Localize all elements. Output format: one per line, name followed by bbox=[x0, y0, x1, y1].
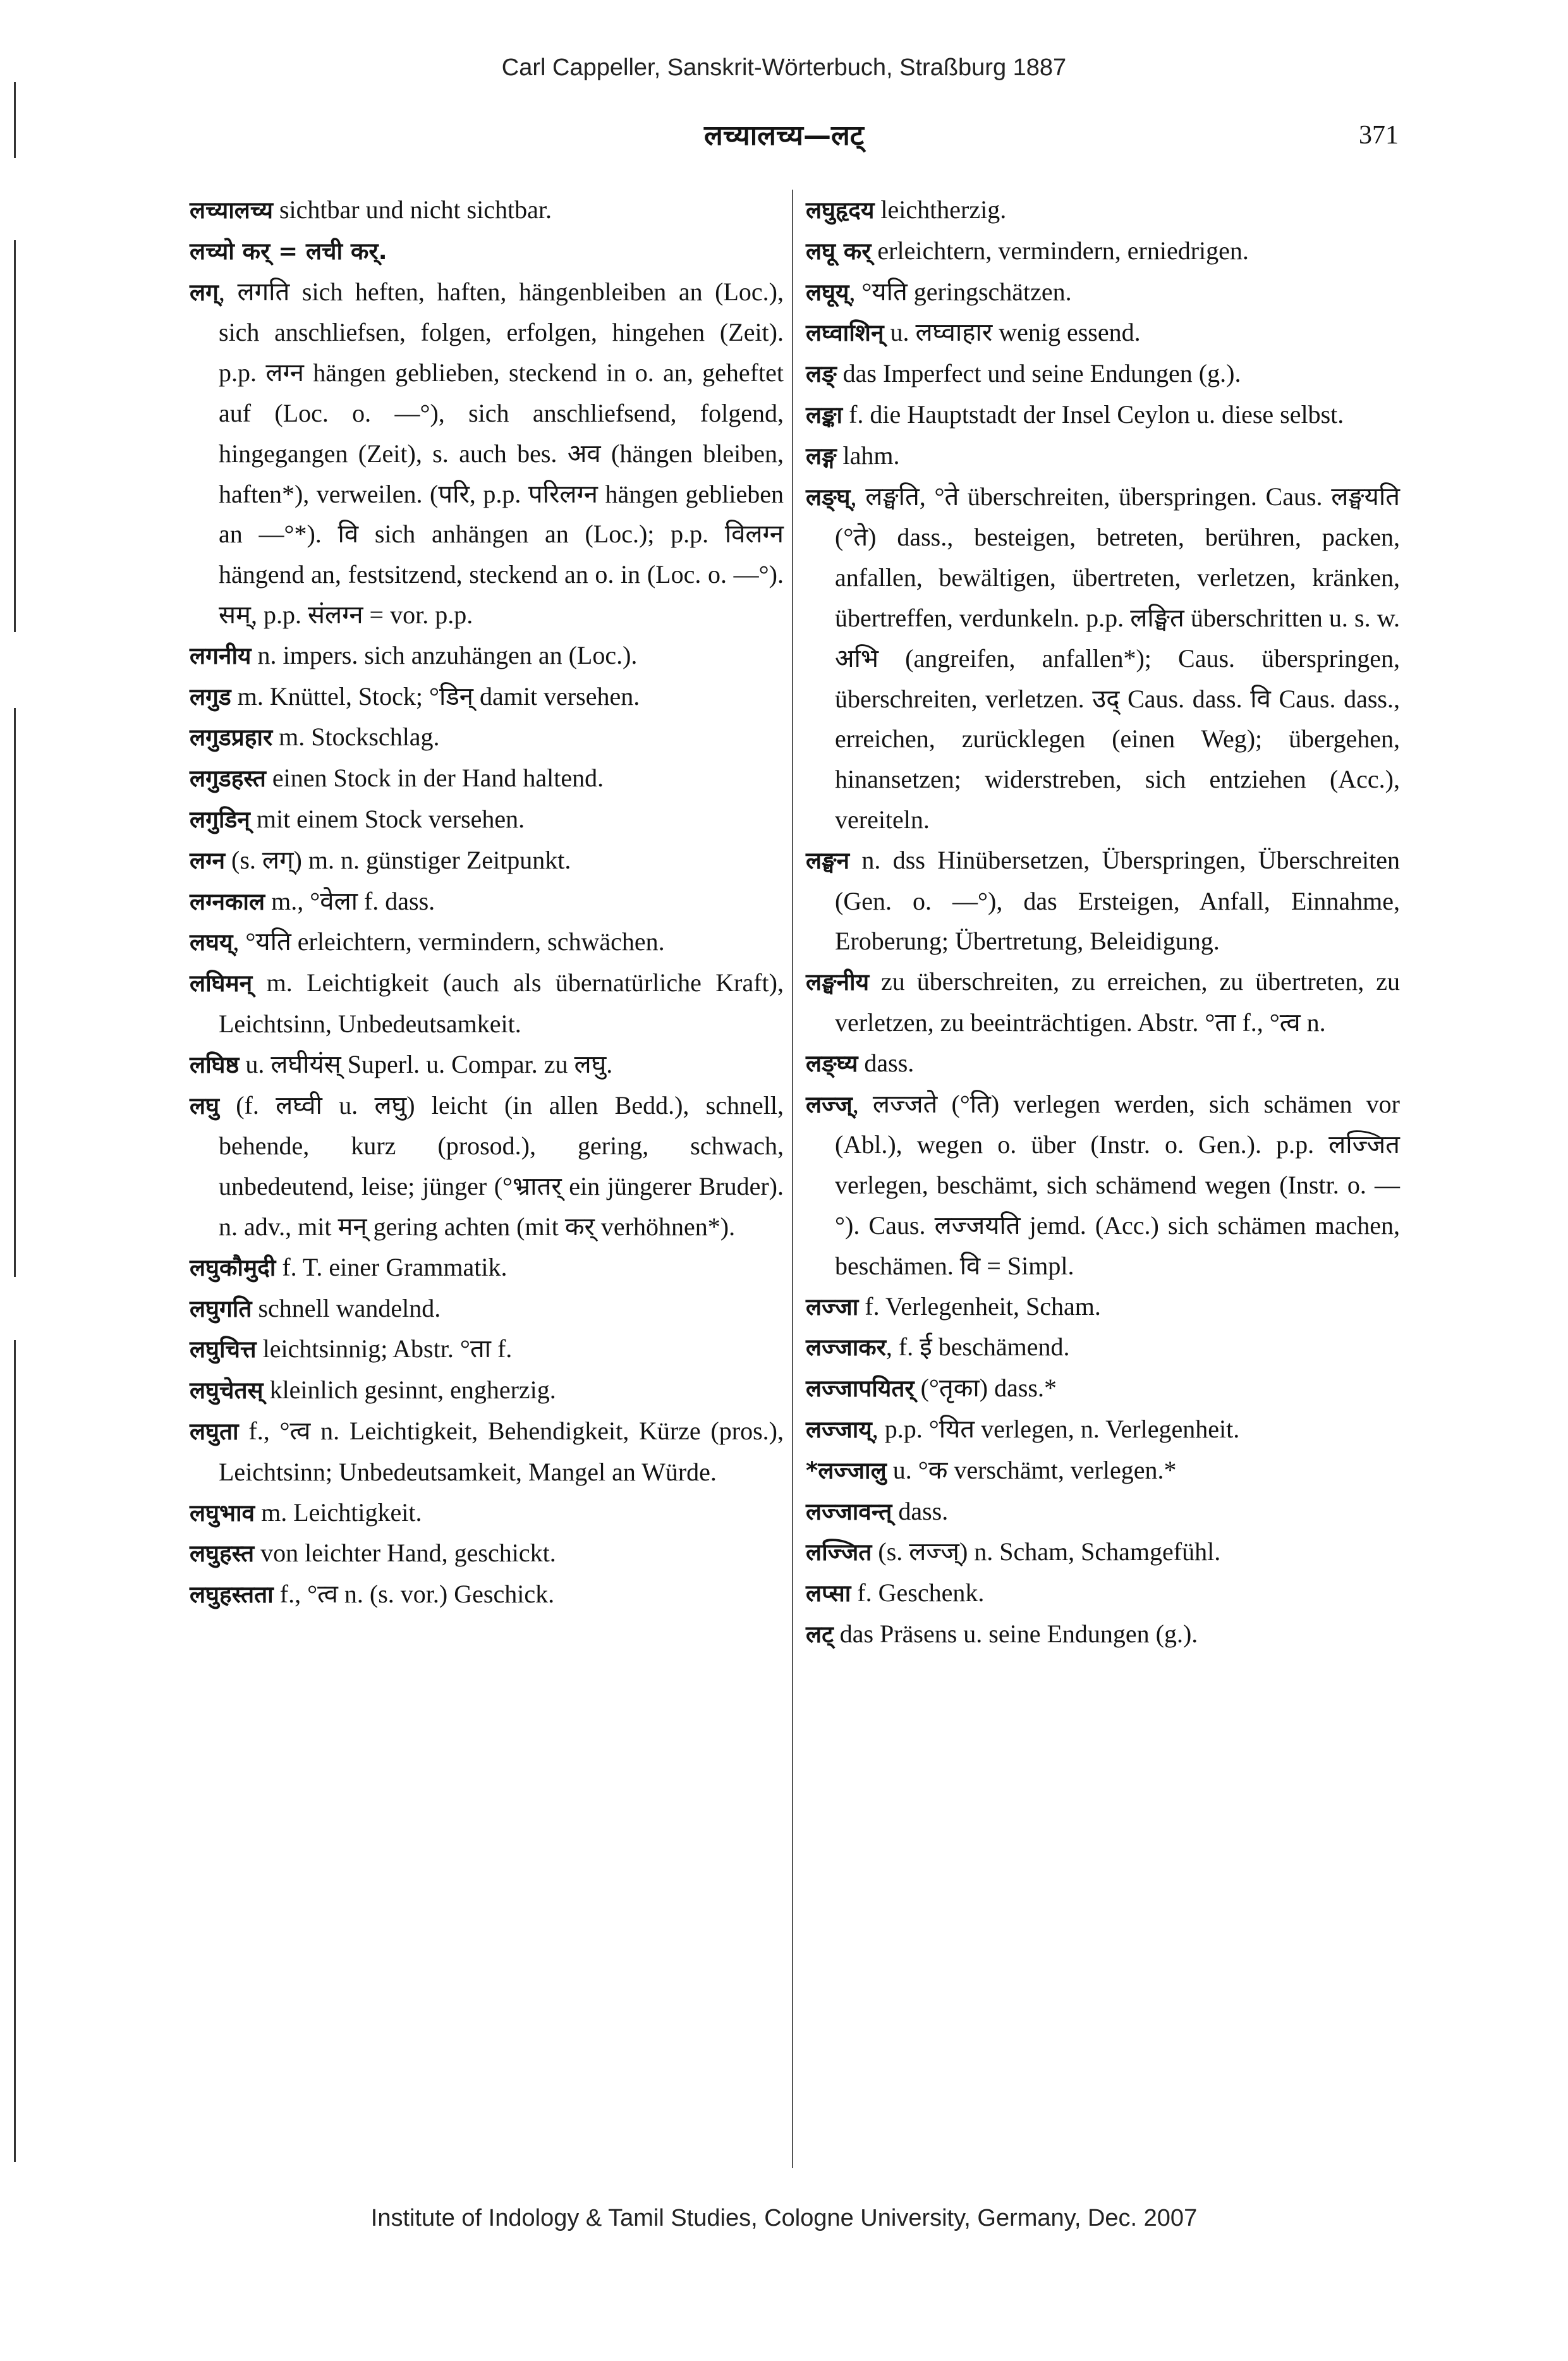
entry-headword: लगुड bbox=[190, 683, 231, 711]
dictionary-entry bbox=[806, 1450, 1400, 1491]
entry-headword: लज्जाकर bbox=[806, 1334, 886, 1362]
entry-headword: लट् bbox=[806, 1620, 834, 1648]
entry-definition: , f. ई beschämend. bbox=[885, 1333, 1070, 1362]
dictionary-entry bbox=[190, 1574, 784, 1615]
entry-headword: लगुडहस्त bbox=[190, 765, 266, 793]
entry-headword: लघुभाव bbox=[190, 1499, 255, 1527]
dictionary-entry bbox=[190, 881, 784, 922]
entry-headword: लज्जित bbox=[806, 1539, 872, 1566]
column-divider bbox=[792, 190, 793, 2168]
entry-headword: लगुडप्रहार bbox=[190, 724, 273, 752]
entry-definition: f., °त्व n. Leichtigkeit, Behendigkeit, Kürze (pros.), Leichtsinn; Unbedeutsamkeit, Mangel an Würde. bbox=[219, 1416, 784, 1486]
dictionary-entry bbox=[806, 1573, 1400, 1614]
left-column bbox=[190, 190, 784, 1615]
dictionary-entry bbox=[190, 1044, 784, 1085]
entry-definition: , °यति geringschätzen. bbox=[849, 277, 1072, 306]
margin-rule bbox=[14, 708, 16, 1277]
dictionary-entry bbox=[806, 840, 1400, 961]
entry-headword: लच्यो कर् = लची कर्. bbox=[190, 237, 387, 265]
dictionary-entry bbox=[806, 477, 1400, 840]
dictionary-entry bbox=[190, 272, 784, 635]
dictionary-entry bbox=[806, 961, 1400, 1043]
entry-headword: लघिष्ठ bbox=[190, 1051, 240, 1078]
page-number: 371 bbox=[1359, 121, 1399, 150]
entry-headword: लज्जाय् bbox=[806, 1415, 872, 1443]
entry-headword: लप्सा bbox=[806, 1580, 851, 1608]
entry-headword: लघुगति bbox=[190, 1295, 252, 1322]
entry-headword: लङ्का bbox=[806, 401, 843, 429]
entry-definition: f. die Hauptstadt der Insel Ceylon u. diese selbst. bbox=[842, 400, 1344, 429]
entry-definition: m. Stockschlag. bbox=[272, 723, 440, 752]
right-column bbox=[806, 190, 1400, 1655]
dictionary-entry bbox=[806, 1368, 1400, 1409]
entry-definition: , लङ्घति, °ते überschreiten, überspringen. Caus. लङ्घयति (°ते) dass., besteigen, betreten, berühren, packen, anfallen, bewältigen, übertreten, verletzen, kränken, übertreffen, verdunkeln. p.p. लङ्घित überschritten u. s. w. अभि (angreifen, anfallen*); Caus. überspringen, überschreiten, verletzen. उद् Caus. dass. वि Caus. dass., erreichen, zurücklegen (einen Weg); übergehen, hinansetzen; widerstreben, sich entziehen (Acc.), vereiteln. bbox=[835, 482, 1400, 834]
dictionary-entry bbox=[806, 353, 1400, 394]
entry-definition: einen Stock in der Hand haltend. bbox=[265, 764, 604, 793]
dictionary-entry bbox=[190, 231, 784, 272]
page-footer: Institute of Indology & Tamil Studies, Cologne University, Germany, Dec. 2007 bbox=[370, 2205, 1198, 2231]
entry-headword: लघुहस्त bbox=[190, 1540, 255, 1568]
entry-definition: m. Knüttel, Stock; °डिन् damit versehen. bbox=[231, 681, 640, 711]
dictionary-entry bbox=[190, 799, 784, 840]
dictionary-entry bbox=[190, 1370, 784, 1411]
margin-rule bbox=[14, 82, 16, 158]
entry-headword: लघय् bbox=[190, 929, 233, 956]
dictionary-entry bbox=[806, 190, 1400, 231]
entry-headword: लघुहृदय bbox=[806, 197, 875, 224]
entry-definition: von leichter Hand, geschickt. bbox=[254, 1539, 556, 1568]
entry-definition: leichtsinnig; Abstr. °ता f. bbox=[256, 1334, 513, 1364]
entry-headword: लङ्घ्य bbox=[806, 1049, 858, 1077]
entry-definition: sichtbar und nicht sichtbar. bbox=[272, 195, 552, 224]
entry-definition: , °यति erleichtern, vermindern, schwächen. bbox=[233, 927, 665, 956]
entry-headword: लघुकौमुदी bbox=[190, 1254, 276, 1281]
entry-definition: leichtherzig. bbox=[874, 195, 1007, 224]
entry-headword: लघुचित्त bbox=[190, 1336, 257, 1364]
dictionary-entry bbox=[190, 1247, 784, 1288]
dictionary-entry bbox=[806, 1327, 1400, 1368]
entry-definition: das Präsens u. seine Endungen (g.). bbox=[833, 1619, 1198, 1648]
dictionary-entry bbox=[806, 1614, 1400, 1655]
entry-definition: f., °त्व n. (s. vor.) Geschick. bbox=[273, 1580, 555, 1609]
entry-headword: लघ्वाशिन् bbox=[806, 319, 884, 347]
entry-definition: n. dss Hinübersetzen, Überspringen, Überschreiten (Gen. o. —°), das Ersteigen, Anfall, Einnahme, Eroberung; Übertretung, Beleidigung. bbox=[835, 845, 1400, 956]
entry-headword: लज्जावन्त् bbox=[806, 1498, 892, 1525]
dictionary-entry bbox=[190, 1288, 784, 1329]
dictionary-entry bbox=[806, 1532, 1400, 1573]
entry-definition: (s. लग्) m. n. günstiger Zeitpunkt. bbox=[225, 845, 571, 874]
entry-headword: लङ्ग bbox=[806, 442, 837, 470]
entry-headword: लच्यालच्य bbox=[190, 197, 273, 224]
entry-definition: (f. लघ्वी u. लघु) leicht (in allen Bedd.), schnell, behende, kurz (prosod.), gering, schwach, unbedeutend, leise; jünger (°भ्रातर् ein jüngerer Bruder). n. adv., mit मन् gering achten (mit कर् verhöhnen*). bbox=[219, 1090, 784, 1241]
dictionary-entry bbox=[806, 436, 1400, 477]
entry-definition: erleichtern, vermindern, erniedrigen. bbox=[871, 236, 1249, 265]
dictionary-entry bbox=[806, 1491, 1400, 1532]
dictionary-entry bbox=[190, 1329, 784, 1370]
entry-definition: kleinlich gesinnt, engherzig. bbox=[263, 1376, 556, 1405]
dictionary-entry bbox=[190, 840, 784, 881]
entry-definition: m. Leichtigkeit. bbox=[255, 1498, 422, 1527]
entry-definition: u. लघीयंस् Superl. u. Compar. zu लघु. bbox=[239, 1049, 613, 1078]
entry-definition: lahm. bbox=[836, 441, 900, 470]
entry-headword: लग्न bbox=[190, 846, 226, 874]
dictionary-entry bbox=[190, 758, 784, 799]
dictionary-entry bbox=[190, 676, 784, 717]
dictionary-entry bbox=[190, 963, 784, 1044]
entry-definition: , p.p. °यित verlegen, n. Verlegenheit. bbox=[872, 1414, 1240, 1443]
dictionary-entry bbox=[190, 190, 784, 231]
entry-headword: लज्ज् bbox=[806, 1090, 853, 1118]
dictionary-entry bbox=[190, 1533, 784, 1574]
entry-definition: , लगति sich heften, haften, hängenbleiben an (Loc.), sich anschliefsen, folgen, erfolgen, hingehen (Zeit). p.p. लग्न hängen geblieben, steckend in o. an, geheftet auf (Loc. o. —°), sich anschliefsend, folgend, hingegangen (Zeit), s. auch bes. अव (hängen bleiben, haften*), verweilen. (परि, p.p. परिलग्न hängen geblieben an —°*). वि sich anhängen an (Loc.); p.p. विलग्न hängend an, festsitzend, steckend an o. in (Loc. o. —°). सम्, p.p. संलग्न = vor. p.p. bbox=[218, 277, 784, 629]
source-header: Carl Cappeller, Sanskrit-Wörterbuch, Straßburg 1887 bbox=[501, 54, 1067, 81]
entry-definition: dass. bbox=[892, 1496, 949, 1525]
dictionary-entry bbox=[806, 1286, 1400, 1327]
dictionary-entry bbox=[806, 1043, 1400, 1084]
entry-headword: लङ् bbox=[806, 360, 837, 388]
entry-headword: *लज्जालु bbox=[806, 1456, 887, 1484]
entry-definition: f. Geschenk. bbox=[851, 1578, 985, 1608]
entry-definition: das Imperfect und seine Endungen (g.). bbox=[836, 359, 1241, 388]
entry-headword: लज्जापयितर् bbox=[806, 1375, 915, 1403]
dictionary-entry bbox=[806, 231, 1400, 272]
entry-headword: लघुचेतस् bbox=[190, 1377, 264, 1405]
running-head: लच्यालच्य—लट् bbox=[704, 119, 864, 152]
dictionary-entry bbox=[190, 922, 784, 963]
entry-headword: लग्नकाल bbox=[190, 888, 265, 915]
entry-definition: n. impers. sich anzuhängen an (Loc.). bbox=[251, 640, 638, 669]
entry-headword: लघु bbox=[190, 1092, 219, 1119]
entry-definition: schnell wandelnd. bbox=[252, 1293, 441, 1322]
entry-headword: लज्जा bbox=[806, 1293, 859, 1321]
dictionary-entry bbox=[806, 394, 1400, 436]
dictionary-entry bbox=[190, 1085, 784, 1247]
dictionary-entry bbox=[190, 1411, 784, 1492]
entry-headword: लघू कर् bbox=[806, 237, 872, 265]
dictionary-entry bbox=[190, 717, 784, 758]
entry-definition: m. Leichtigkeit (auch als übernatürliche Kraft), Leichtsinn, Unbedeutsamkeit. bbox=[219, 968, 784, 1038]
entry-definition: u. °क verschämt, verlegen.* bbox=[886, 1455, 1177, 1484]
entry-definition: f. T. einer Grammatik. bbox=[276, 1252, 507, 1281]
margin-rule bbox=[14, 240, 16, 632]
margin-rule bbox=[14, 1340, 16, 2162]
dictionary-entry bbox=[806, 1084, 1400, 1286]
entry-headword: लङ्घ् bbox=[806, 483, 851, 511]
entry-definition: (s. लज्ज्) n. Scham, Schamgefühl. bbox=[872, 1537, 1221, 1566]
entry-headword: लग् bbox=[190, 278, 219, 306]
entry-headword: लघिमन् bbox=[190, 970, 253, 997]
dictionary-entry bbox=[806, 1409, 1400, 1450]
dictionary-entry bbox=[190, 635, 784, 676]
entry-headword: लङ्घन bbox=[806, 846, 850, 874]
entry-headword: लघुहस्तता bbox=[190, 1581, 274, 1609]
dictionary-entry bbox=[806, 272, 1400, 313]
entry-definition: u. लघ्वाहार wenig essend. bbox=[884, 318, 1141, 347]
dictionary-entry bbox=[806, 312, 1400, 353]
entry-definition: , लज्जते (°ति) verlegen werden, sich schämen vor (Abl.), wegen o. über (Instr. o. Gen.). p.p. लज्जित verlegen, beschämt, sich schämend wegen (Instr. o. —°). Caus. लज्जयति jemd. (Acc.) sich schämen machen, beschämen. वि = Simpl. bbox=[835, 1089, 1400, 1280]
entry-headword: लङ्घनीय bbox=[806, 968, 870, 996]
entry-headword: लगुडिन् bbox=[190, 805, 250, 833]
entry-definition: f. Verlegenheit, Scham. bbox=[858, 1291, 1101, 1321]
entry-headword: लघूय् bbox=[806, 278, 849, 306]
entry-definition: zu überschreiten, zu erreichen, zu übertreten, zu verletzen, zu beeinträchtigen. Abstr. °ता f., °त्व n. bbox=[835, 967, 1400, 1037]
entry-headword: लघुता bbox=[190, 1417, 239, 1445]
dictionary-entry bbox=[190, 1492, 784, 1534]
entry-definition: mit einem Stock versehen. bbox=[250, 804, 525, 833]
entry-definition: m., °वेला f. dass. bbox=[265, 886, 435, 915]
entry-definition: dass. bbox=[858, 1048, 915, 1077]
entry-definition: (°तृका) dass.* bbox=[914, 1374, 1057, 1403]
entry-headword: लगनीय bbox=[190, 642, 252, 669]
